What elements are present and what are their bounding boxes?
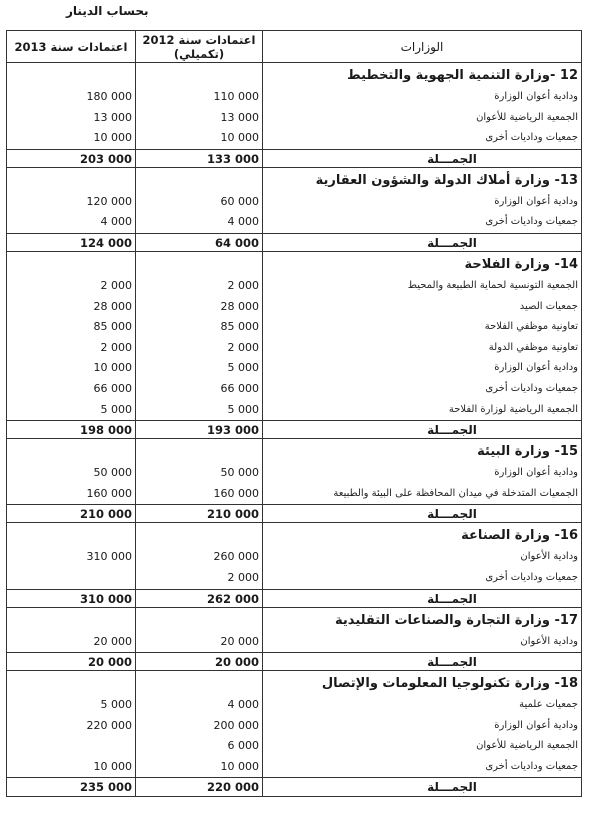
value-2012: 5 000 xyxy=(136,400,263,421)
empty-cell xyxy=(136,168,263,192)
value-2012: 160 000 xyxy=(136,484,263,505)
budget-table xyxy=(6,30,582,797)
empty-cell xyxy=(7,523,136,547)
item-name: ودادية أعوان الوزارة xyxy=(494,362,578,374)
value-2012: 2 000 xyxy=(136,338,263,359)
value-2013: 28 000 xyxy=(7,297,136,318)
value-2013: 5 000 xyxy=(7,400,136,421)
table-row xyxy=(7,87,581,108)
table-row xyxy=(7,568,581,589)
value-2013: 2 000 xyxy=(7,338,136,359)
value-2012: 110 000 xyxy=(136,87,263,108)
item-name: جمعيات وداديات أخرى xyxy=(485,382,578,394)
total-row xyxy=(7,420,581,439)
table-row xyxy=(7,547,581,568)
table-header xyxy=(7,31,581,63)
total-row xyxy=(7,652,581,671)
value-2012: 20 000 xyxy=(136,632,263,653)
table-row xyxy=(7,400,581,421)
value-2013: 180 000 xyxy=(7,87,136,108)
item-name: ودادية الأعوان xyxy=(520,635,578,647)
value-2013 xyxy=(7,736,136,757)
value-2012: 60 000 xyxy=(136,192,263,213)
value-2013: 160 000 xyxy=(7,484,136,505)
value-2012: 200 000 xyxy=(136,716,263,737)
value-2013 xyxy=(7,568,136,589)
total-label: الجمـــلة xyxy=(427,151,477,166)
table-row xyxy=(7,736,581,757)
total-2012: 262 000 xyxy=(136,590,263,607)
empty-cell xyxy=(136,608,263,632)
empty-cell xyxy=(7,252,136,276)
value-2012: 2 000 xyxy=(136,276,263,297)
table-row xyxy=(7,757,581,778)
total-label: الجمـــلة xyxy=(427,507,477,522)
table-row xyxy=(7,108,581,129)
total-2013: 235 000 xyxy=(7,778,136,796)
item-name: ودادية أعوان الوزارة xyxy=(494,195,578,207)
section-title: 15- وزارة البيئة xyxy=(477,444,578,460)
total-2013: 20 000 xyxy=(7,653,136,670)
section-title-row xyxy=(7,523,581,547)
item-name: الجمعية الرياضية لوزارة الفلاحة xyxy=(448,403,578,415)
section-title-row xyxy=(7,63,581,87)
value-2012: 85 000 xyxy=(136,317,263,338)
item-name: ودادية أعوان الوزارة xyxy=(494,719,578,731)
total-2013: 203 000 xyxy=(7,150,136,167)
value-2013: 10 000 xyxy=(7,757,136,778)
total-2013: 210 000 xyxy=(7,505,136,522)
header-2013: اعتمادات سنة 2013 xyxy=(7,31,136,62)
value-2012: 5 000 xyxy=(136,358,263,379)
value-2013: 2 000 xyxy=(7,276,136,297)
total-2012: 220 000 xyxy=(136,778,263,796)
section-title-row xyxy=(7,252,581,276)
currency-unit-label: بحساب الدينار xyxy=(66,4,149,18)
value-2012: 28 000 xyxy=(136,297,263,318)
table-row xyxy=(7,212,581,233)
section-title: 16- وزارة الصناعة xyxy=(461,528,578,544)
value-2012: 10 000 xyxy=(136,757,263,778)
item-name: ودادية أعوان الوزارة xyxy=(494,91,578,102)
total-2013: 198 000 xyxy=(7,421,136,438)
empty-cell xyxy=(7,608,136,632)
empty-cell xyxy=(136,523,263,547)
item-name: الجمعيات المتدخلة في ميدان المحافظة على البيئة والطبيعة xyxy=(333,487,578,499)
item-name: جمعيات وداديات أخرى xyxy=(485,571,578,583)
empty-cell xyxy=(136,252,263,276)
value-2012: 260 000 xyxy=(136,547,263,568)
empty-cell xyxy=(7,168,136,192)
table-row xyxy=(7,379,581,400)
total-row xyxy=(7,504,581,523)
value-2012: 4 000 xyxy=(136,695,263,716)
item-name: جمعيات وداديات أخرى xyxy=(485,760,578,772)
total-row xyxy=(7,233,581,252)
table-row xyxy=(7,276,581,297)
item-name: جمعيات علمية xyxy=(519,699,578,711)
item-name: جمعيات الصيد xyxy=(519,300,578,312)
total-label: الجمـــلة xyxy=(427,655,477,670)
value-2013: 66 000 xyxy=(7,379,136,400)
total-2013: 310 000 xyxy=(7,590,136,607)
value-2013: 20 000 xyxy=(7,632,136,653)
item-name: الجمعية الرياضية للأعوان xyxy=(476,111,578,123)
total-2012: 133 000 xyxy=(136,150,263,167)
value-2013: 5 000 xyxy=(7,695,136,716)
value-2012: 50 000 xyxy=(136,463,263,484)
empty-cell xyxy=(7,63,136,87)
section-title-row xyxy=(7,608,581,632)
section-title: 12 -وزارة التنمية الجهوية والتخطيط xyxy=(347,68,578,83)
total-2012: 193 000 xyxy=(136,421,263,438)
table-row xyxy=(7,297,581,318)
empty-cell xyxy=(7,671,136,695)
value-2013: 220 000 xyxy=(7,716,136,737)
value-2013: 4 000 xyxy=(7,212,136,233)
value-2013: 10 000 xyxy=(7,128,136,149)
value-2013: 13 000 xyxy=(7,108,136,129)
value-2013: 50 000 xyxy=(7,463,136,484)
section-title: 17- وزارة التجارة والصناعات التقليدية xyxy=(335,612,578,628)
total-label: الجمـــلة xyxy=(427,235,477,250)
value-2013: 10 000 xyxy=(7,358,136,379)
empty-cell xyxy=(136,63,263,87)
total-label: الجمـــلة xyxy=(427,780,477,795)
table-row xyxy=(7,128,581,149)
section-title: 13- وزارة أملاك الدولة والشؤون العقارية xyxy=(315,172,578,188)
empty-cell xyxy=(7,439,136,463)
value-2012: 10 000 xyxy=(136,128,263,149)
section-title-row xyxy=(7,168,581,192)
value-2013: 85 000 xyxy=(7,317,136,338)
item-name: ودادية أعوان الوزارة xyxy=(494,467,578,479)
header-2012: اعتمادات سنة 2012 (تكميلي) xyxy=(136,31,263,62)
item-name: جمعيات وداديات أخرى xyxy=(485,132,578,144)
total-2013: 124 000 xyxy=(7,234,136,251)
total-row xyxy=(7,589,581,608)
section-title-row xyxy=(7,439,581,463)
value-2012: 6 000 xyxy=(136,736,263,757)
section-title-row xyxy=(7,671,581,695)
value-2012: 66 000 xyxy=(136,379,263,400)
item-name: ودادية الأعوان xyxy=(520,551,578,563)
value-2012: 13 000 xyxy=(136,108,263,129)
item-name: تعاونية موظفي الفلاحة xyxy=(484,321,578,333)
table-row xyxy=(7,716,581,737)
total-row xyxy=(7,149,581,168)
item-name: جمعيات وداديات أخرى xyxy=(485,216,578,228)
value-2013: 120 000 xyxy=(7,192,136,213)
total-2012: 210 000 xyxy=(136,505,263,522)
total-row xyxy=(7,777,581,796)
section-title: 18- وزارة تكنولوجيا المعلومات والإتصال xyxy=(321,676,578,692)
total-label: الجمـــلة xyxy=(427,591,477,606)
table-row xyxy=(7,484,581,505)
empty-cell xyxy=(136,671,263,695)
section-title: 14- وزارة الفلاحة xyxy=(464,256,578,272)
header-ministries: الوزارات xyxy=(400,39,444,54)
total-label: الجمـــلة xyxy=(427,423,477,438)
item-name: الجمعية التونسية لحماية الطبيعة والمحيط xyxy=(407,279,578,291)
total-2012: 64 000 xyxy=(136,234,263,251)
table-row xyxy=(7,338,581,359)
table-row xyxy=(7,695,581,716)
table-body xyxy=(7,63,581,796)
item-name: الجمعية الرياضية للأعوان xyxy=(476,740,578,752)
value-2012: 2 000 xyxy=(136,568,263,589)
table-row xyxy=(7,632,581,653)
value-2012: 4 000 xyxy=(136,212,263,233)
table-row xyxy=(7,358,581,379)
empty-cell xyxy=(136,439,263,463)
item-name: تعاونية موظفي الدولة xyxy=(488,341,578,353)
value-2013: 310 000 xyxy=(7,547,136,568)
table-row xyxy=(7,463,581,484)
total-2012: 20 000 xyxy=(136,653,263,670)
table-row xyxy=(7,317,581,338)
table-row xyxy=(7,192,581,213)
